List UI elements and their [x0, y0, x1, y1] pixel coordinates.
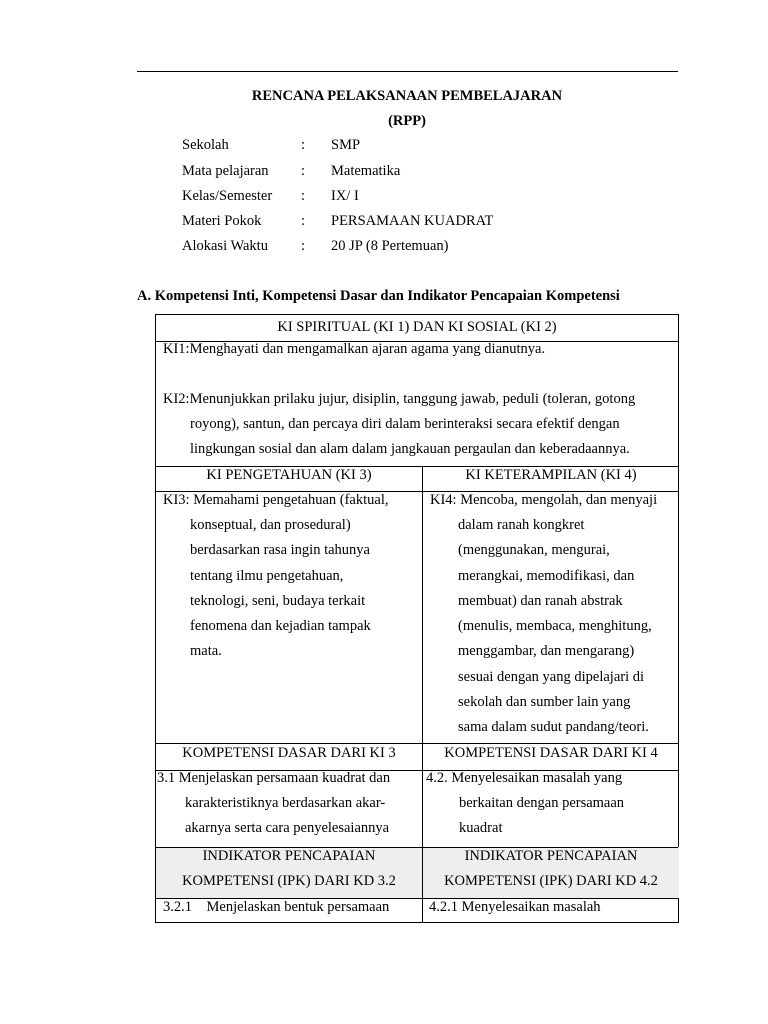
identity-colon: :: [301, 188, 306, 204]
identity-colon: :: [301, 137, 306, 153]
kd3-text: 3.1 Menjelaskan persamaan kuadrat dan: [157, 770, 391, 786]
identity-value: SMP: [331, 137, 361, 153]
identity-label: Sekolah: [182, 137, 229, 153]
ki3-text: KI3: Memahami pengetahuan (faktual,: [163, 492, 389, 508]
kd4-line: berkaitan dengan persamaan: [459, 795, 625, 811]
kd3-line: karakteristiknya berdasarkan akar-: [185, 795, 386, 811]
ipk4-item: 4.2.1 Menyelesaikan masalah: [429, 899, 601, 915]
ki4-line: membuat) dan ranah abstrak: [458, 592, 623, 609]
kd4-continuation: [459, 791, 624, 842]
section-a-heading: A. Kompetensi Inti, Kompetensi Dasar dan Indikator Pencapaian Kompetensi: [137, 288, 620, 304]
ki2-line: lingkungan sosial dan alam dalam jangkauan pergaulan dan keberadaannya.: [190, 441, 630, 457]
ki3-line: fenomena dan kejadian tampak: [190, 618, 371, 635]
identity-label: Materi Pokok: [182, 213, 262, 229]
ki3-line: mata.: [190, 643, 222, 660]
ki3-continuation: [190, 513, 371, 665]
ki2-line: KI2:Menunjukkan prilaku jujur, disiplin, tanggung jawab, peduli (toleran, gotong: [163, 391, 636, 407]
identity-label: Mata pelajaran: [182, 163, 269, 179]
identity-value: PERSAMAAN KUADRAT: [331, 213, 494, 229]
ki3-line: teknologi, seni, budaya terkait: [190, 592, 366, 609]
kd4-line: kuadrat: [459, 820, 503, 837]
identity-row-time: [182, 238, 662, 262]
kd3-line: akarnya serta cara penyelesaiannya: [185, 820, 390, 837]
ki4-line: (menggunakan, mengurai,: [458, 542, 610, 559]
identity-colon: :: [301, 238, 306, 254]
kd3-continuation: [185, 791, 389, 842]
top-rule: [137, 71, 678, 72]
ki4-line: (menulis, membaca, menghitung,: [458, 618, 652, 635]
ki4-line: dalam ranah kongkret: [458, 517, 585, 533]
ki4-line: merangkai, memodifikasi, dan: [458, 567, 635, 584]
identity-row-class: [182, 188, 662, 212]
ki1-text: KI1:Menghayati dan mengamalkan ajaran agama yang dianutnya.: [163, 341, 546, 357]
ki3-header: KI PENGETAHUAN (KI 3): [206, 467, 372, 483]
ki4-header: KI KETERAMPILAN (KI 4): [465, 467, 637, 483]
identity-value: Matematika: [331, 163, 401, 179]
identity-row-topic: [182, 213, 662, 237]
identity-colon: :: [301, 213, 306, 229]
kd3-header: KOMPETENSI DASAR DARI KI 3: [182, 745, 396, 761]
identity-row-school: [182, 137, 662, 161]
ki4-line: sekolah dan sumber lain yang: [458, 694, 631, 711]
identity-row-subject: [182, 163, 662, 187]
ki3-line: konseptual, dan prosedural): [190, 517, 351, 533]
ipk3-header-line1: INDIKATOR PENCAPAIAN: [202, 848, 376, 864]
ki3-line: berdasarkan rasa ingin tahunya: [190, 542, 370, 559]
identity-value: 20 JP (8 Pertemuan): [331, 238, 449, 254]
identity-colon: :: [301, 163, 306, 179]
ipk4-header-line2: KOMPETENSI (IPK) DARI KD 4.2: [444, 873, 658, 889]
kd4-header: KOMPETENSI DASAR DARI KI 4: [444, 745, 658, 761]
ki3-line: tentang ilmu pengetahuan,: [190, 567, 344, 584]
ki-spiritual-social-header: KI SPIRITUAL (KI 1) DAN KI SOSIAL (KI 2): [277, 319, 557, 335]
ipk4-header-line1: INDIKATOR PENCAPAIAN: [464, 848, 638, 864]
ki4-text: KI4: Mencoba, mengolah, dan menyaji: [430, 492, 658, 508]
document-title: RENCANA PELAKSANAAN PEMBELAJARAN: [251, 88, 563, 104]
kd4-text: 4.2. Menyelesaikan masalah yang: [426, 770, 623, 786]
identity-label: Alokasi Waktu: [182, 238, 268, 254]
ki4-line: sama dalam sudut pandang/teori.: [458, 719, 649, 736]
identity-value: IX/ I: [331, 188, 359, 204]
ipk3-item: 3.2.1 Menjelaskan bentuk persamaan: [163, 899, 390, 915]
ki2-line: royong), santun, dan percaya diri dalam berinteraksi secara efektif dengan: [190, 416, 620, 432]
competency-table: [155, 314, 679, 923]
ki4-line: sesuai dengan yang dipelajari di: [458, 668, 645, 685]
ki4-continuation: [458, 513, 652, 741]
identity-label: Kelas/Semester: [182, 188, 273, 204]
ipk3-header-line2: KOMPETENSI (IPK) DARI KD 3.2: [182, 873, 396, 889]
ki4-line: menggambar, dan mengarang): [458, 643, 635, 660]
document-subtitle: (RPP): [388, 113, 426, 129]
